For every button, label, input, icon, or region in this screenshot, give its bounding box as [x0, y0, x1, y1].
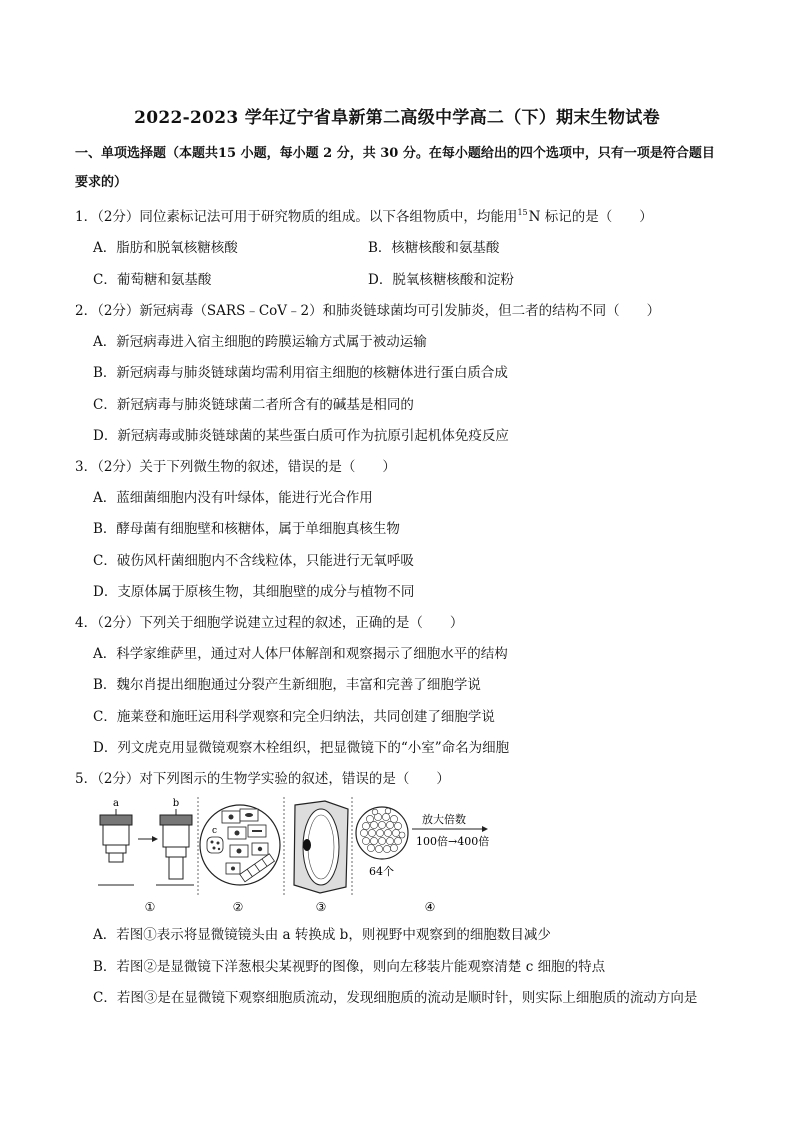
q4-option-c: C．施莱登和施旺运用科学观察和完全归纳法，共同创建了细胞学说	[93, 709, 495, 725]
q1-option-b: B．核糖核酸和氨基酸	[368, 240, 500, 256]
q1-stem-after: N 标记的是（ ）	[528, 209, 653, 225]
question-3-stem: 3．（2分）关于下列微生物的叙述，错误的是（ ）	[75, 459, 396, 475]
label-c: c	[212, 826, 218, 836]
panel-1-objectives	[98, 797, 198, 895]
q5-microscope-figure	[90, 795, 520, 915]
q4-option-d: D．列文虎克用显微镜观察木栓组织，把显微镜下的“小室”命名为细胞	[93, 740, 510, 756]
question-5-stem: 5．（2分）对下列图示的生物学实验的叙述，错误的是（ ）	[75, 771, 450, 787]
exam-title: 2022-2023 学年辽宁省阜新第二高级中学高二（下）期末生物试卷	[134, 108, 660, 128]
q2-option-b: B．新冠病毒与肺炎链球菌均需利用宿主细胞的核糖体进行蛋白质合成	[93, 365, 508, 381]
q3-option-c: C．破伤风杆菌细胞内不含线粒体，只能进行无氧呼吸	[93, 553, 414, 569]
isotope-superscript: 15	[517, 208, 528, 217]
magnification-range: 100倍→400倍	[416, 835, 490, 848]
question-1-stem	[75, 205, 735, 225]
q1-option-a: A．脂肪和脱氧核糖核酸	[93, 240, 238, 256]
q2-option-d: D．新冠病毒或肺炎链球菌的某些蛋白质可作为抗原引起机体免疫反应	[93, 428, 509, 444]
cell-count-label: 64个	[369, 865, 394, 878]
label-a: a	[113, 798, 119, 809]
panel-label-3: ③	[315, 900, 327, 914]
q3-option-a: A．蓝细菌细胞内没有叶绿体，能进行光合作用	[93, 490, 373, 506]
label-b: b	[172, 798, 180, 809]
panel-2-root-tip-view	[200, 797, 284, 895]
panel-3-plant-cell	[294, 797, 352, 895]
q2-option-c: C．新冠病毒与肺炎链球菌二者所含有的碱基是相同的	[93, 397, 414, 413]
q4-option-a: A．科学家维萨里，通过对人体尸体解剖和观察揭示了细胞水平的结构	[93, 646, 508, 662]
panel-label-2: ②	[232, 900, 244, 914]
panel-4-magnified-cells	[356, 807, 489, 878]
q1-stem-before: 1．（2分）同位素标记法可用于研究物质的组成。以下各组物质中，均能用	[75, 209, 518, 225]
q3-option-b: B．酵母菌有细胞壁和核糖体，属于单细胞真核生物	[93, 521, 400, 537]
q1-option-d: D．脱氧核糖核酸和淀粉	[368, 272, 514, 288]
q3-option-d: D．支原体属于原核生物，其细胞壁的成分与植物不同	[93, 584, 415, 600]
q5-option-c: C．若图③是在显微镜下观察细胞质流动，发现细胞质的流动是顺时针，则实际上细胞质的流动方向是	[93, 990, 698, 1006]
q2-option-a: A．新冠病毒进入宿主细胞的跨膜运输方式属于被动运输	[93, 334, 427, 350]
q5-option-b: B．若图②是显微镜下洋葱根尖某视野的图像，则向左移装片能观察清楚 c 细胞的特点	[93, 959, 606, 975]
q1-option-c: C．葡萄糖和氨基酸	[93, 272, 212, 288]
section-heading: 一、单项选择题（本题共15 小题，每小题 2 分，共 30 分。在每小题给出的四个选项中，只有一项是符合题目要求的）	[75, 146, 715, 190]
q4-option-b: B．魏尔肖提出细胞通过分裂产生新细胞，丰富和完善了细胞学说	[93, 677, 481, 693]
panel-label-4: ④	[424, 900, 436, 914]
question-4-stem: 4．（2分）下列关于细胞学说建立过程的叙述，正确的是（ ）	[75, 615, 464, 631]
q5-option-a: A．若图①表示将显微镜镜头由 a 转换成 b，则视野中观察到的细胞数目减少	[93, 927, 551, 943]
panel-label-1: ①	[144, 900, 156, 914]
question-2-stem: 2．（2分）新冠病毒（SARS﹣CoV﹣2）和肺炎链球菌均可引发肺炎，但二者的结构不同（ ）	[75, 303, 661, 319]
magnification-label: 放大倍数	[422, 813, 466, 826]
